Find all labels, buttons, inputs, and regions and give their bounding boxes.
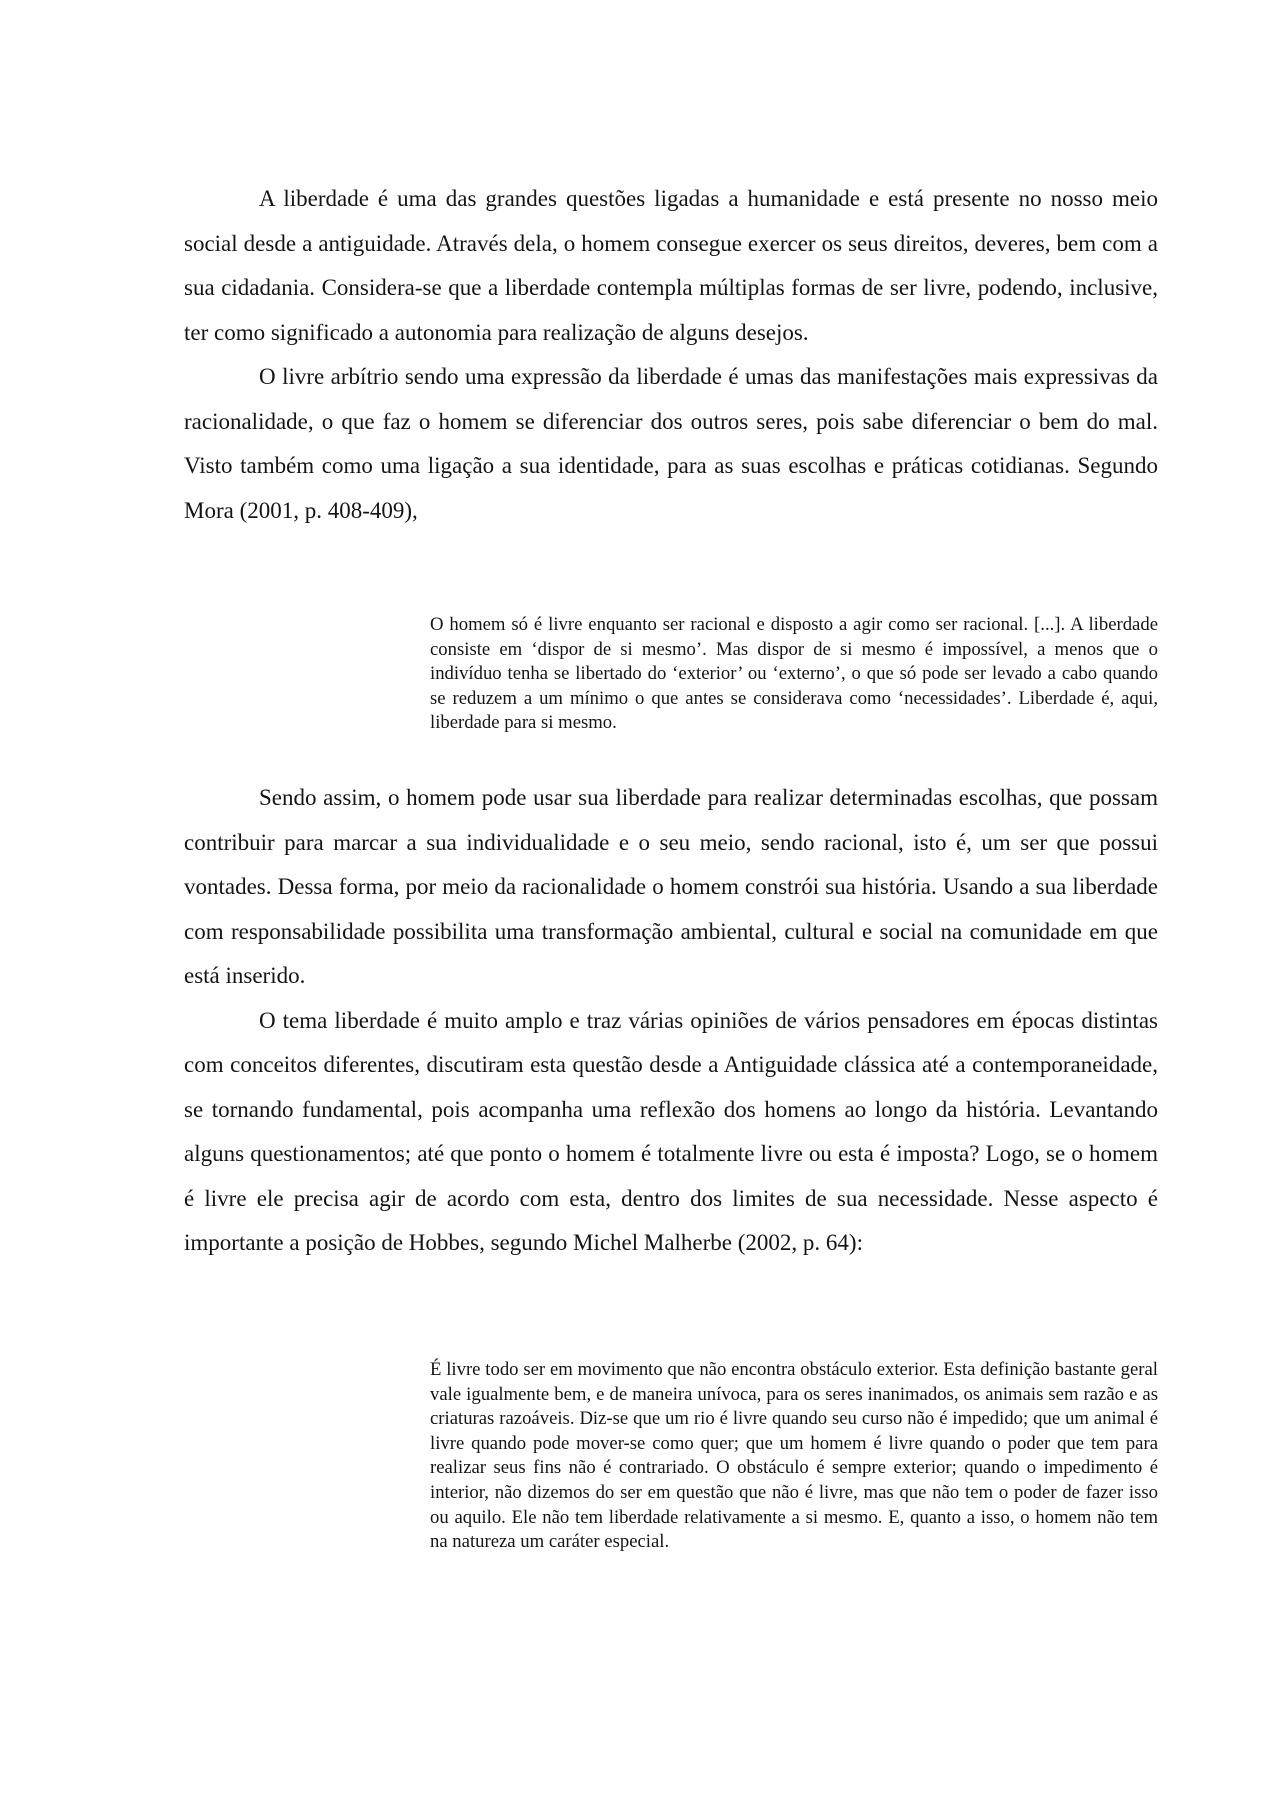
block-quote-malherbe: É livre todo ser em movimento que não encontra obstáculo exterior. Esta definição bastante geral vale igualmente bem, e de maneira unívoca, para os seres inanimados, os animais sem razão e as criaturas razoáveis. Diz-se que um rio é livre quando seu curso não é impedido; que um animal é livre quando pode mover-se como quer; que um homem é livre quando o poder que tem para realizar seus fins não é contrariado. O obstáculo é sempre exterior; quando o impedimento é interior, não dizemos do ser em questão que não é livre, mas que não tem o poder de fazer isso ou aquilo. Ele não tem liberdade relativamente a si mesmo. E, quanto a isso, o homem não tem na natureza um caráter especial. <box>430 1359 1158 1553</box>
body-section-middle <box>184 776 1158 1266</box>
body-section-top <box>184 177 1158 533</box>
paragraph-sendo-assim: Sendo assim, o homem pode usar sua liberdade para realizar determinadas escolhas, que possam contribuir para marcar a sua individualidade e o seu meio, sendo racional, isto é, um ser que possui vontades. Dessa forma, por meio da racionalidade o homem constrói sua história. Usando a sua liberdade com responsabilidade possibilita uma transformação ambiental, cultural e social na comunidade em que está inserido. <box>184 785 1158 988</box>
paragraph-livre-arbitrio: O livre arbítrio sendo uma expressão da liberdade é umas das manifestações mais expressivas da racionalidade, o que faz o homem se diferenciar dos outros seres, pois sabe diferenciar o bem do mal. Visto também como uma ligação a sua identidade, para as suas escolhas e práticas cotidianas. Segundo Mora (2001, p. 408-409), <box>184 364 1158 523</box>
block-quote-mora: O homem só é livre enquanto ser racional e disposto a agir como ser racional. [...]. A liberdade consiste em ‘dispor de si mesmo’. Mas dispor de si mesmo é impossível, a menos que o indivíduo tenha se libertado do ‘exterior’ ou ‘externo’, o que só pode ser levado a cabo quando se reduzem a um mínimo o que antes se considerava como ‘necessidades’. Liberdade é, aqui, liberdade para si mesmo. <box>430 614 1158 734</box>
paragraph-tema-liberdade: O tema liberdade é muito amplo e traz várias opiniões de vários pensadores em épocas distintas com conceitos diferentes, discutiram esta questão desde a Antiguidade clássica até a contemporaneidade, se tornando fundamental, pois acompanha uma reflexão dos homens ao longo da história. Levantando alguns questionamentos; até que ponto o homem é totalmente livre ou esta é imposta? Logo, se o homem é livre ele precisa agir de acordo com esta, dentro dos limites de sua necessidade. Nesse aspecto é importante a posição de Hobbes, segundo Michel Malherbe (2002, p. 64): <box>184 1007 1158 1255</box>
paragraph-liberdade-intro: A liberdade é uma das grandes questões ligadas a humanidade e está presente no nosso meio social desde a antiguidade. Através dela, o homem consegue exercer os seus direitos, deveres, bem com a sua cidadania. Considera-se que a liberdade contempla múltiplas formas de ser livre, podendo, inclusive, ter como significado a autonomia para realização de alguns desejos. <box>184 186 1158 345</box>
